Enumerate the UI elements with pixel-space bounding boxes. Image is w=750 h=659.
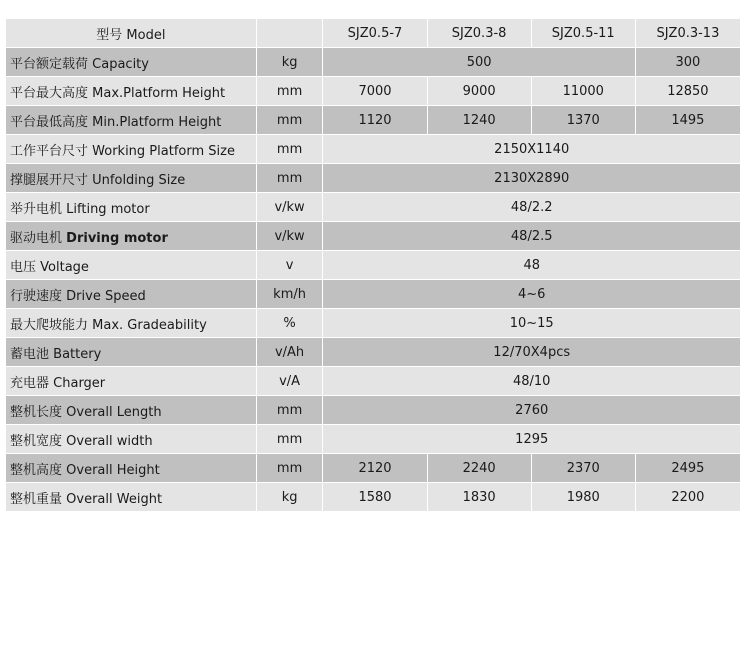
spec-row <box>6 367 740 395</box>
spec-row <box>6 106 740 134</box>
spec-name <box>6 309 257 337</box>
spec-name-cn: 驱动电机 <box>10 230 63 246</box>
spec-name <box>6 135 257 163</box>
spec-name-cn: 平台额定载荷 <box>10 56 89 72</box>
spec-name-en: Max.Platform Height <box>92 85 226 101</box>
spec-name <box>6 454 257 482</box>
spec-table-body <box>6 19 740 511</box>
spec-name-en: Battery <box>53 346 102 362</box>
spec-value: 10~15 <box>323 309 740 337</box>
spec-row <box>6 425 740 453</box>
spec-name-en: Lifting motor <box>66 201 150 217</box>
spec-value: 1980 <box>532 483 636 511</box>
spec-value: 1830 <box>428 483 532 511</box>
spec-name-en: Capacity <box>92 56 149 72</box>
spec-name <box>6 425 257 453</box>
spec-value: 2120 <box>323 454 427 482</box>
spec-row <box>6 338 740 366</box>
spec-row <box>6 48 740 76</box>
spec-name-cn: 平台最低高度 <box>10 114 89 130</box>
spec-unit: mm <box>257 164 324 192</box>
spec-value: 2240 <box>428 454 532 482</box>
spec-name <box>6 193 257 221</box>
spec-row <box>6 135 740 163</box>
spec-unit: mm <box>257 396 324 424</box>
spec-row <box>6 483 740 511</box>
spec-name-cn: 整机长度 <box>10 404 63 420</box>
spec-value: 1495 <box>636 106 740 134</box>
spec-unit: mm <box>257 454 324 482</box>
spec-row <box>6 164 740 192</box>
spec-row <box>6 396 740 424</box>
spec-unit: v <box>257 251 324 279</box>
spec-value: 1580 <box>323 483 427 511</box>
spec-row <box>6 454 740 482</box>
spec-name-cn: 平台最大高度 <box>10 85 89 101</box>
header-row <box>6 19 740 47</box>
spec-table <box>6 18 740 512</box>
spec-value: 500 <box>323 48 635 76</box>
spec-value: 2495 <box>636 454 740 482</box>
spec-name <box>6 396 257 424</box>
spec-name <box>6 251 257 279</box>
spec-value: 48/10 <box>323 367 740 395</box>
spec-value: 4~6 <box>323 280 740 308</box>
spec-value: 2200 <box>636 483 740 511</box>
spec-unit: v/Ah <box>257 338 324 366</box>
spec-unit: kg <box>257 483 324 511</box>
spec-name <box>6 106 257 134</box>
spec-name <box>6 367 257 395</box>
spec-row <box>6 222 740 250</box>
header-unit-label <box>257 19 324 47</box>
spec-value: 48/2.2 <box>323 193 740 221</box>
spec-name-cn: 蓄电池 <box>10 346 50 362</box>
spec-unit: % <box>257 309 324 337</box>
spec-row <box>6 309 740 337</box>
spec-row <box>6 193 740 221</box>
header-model-2: SJZ0.3-8 <box>428 19 532 47</box>
spec-name-cn: 整机高度 <box>10 462 63 478</box>
spec-name-cn: 工作平台尺寸 <box>10 143 89 159</box>
spec-value: 1295 <box>323 425 740 453</box>
spec-value: 9000 <box>428 77 532 105</box>
spec-name <box>6 48 257 76</box>
spec-name-en: Charger <box>53 375 106 391</box>
spec-name-cn: 电压 <box>10 259 37 275</box>
spec-unit: mm <box>257 106 324 134</box>
spec-unit: mm <box>257 77 324 105</box>
spec-name-en: Unfolding Size <box>92 172 186 188</box>
spec-value: 2150X1140 <box>323 135 740 163</box>
spec-value: 7000 <box>323 77 427 105</box>
header-model-1: SJZ0.5-7 <box>323 19 427 47</box>
spec-name-cn: 整机重量 <box>10 491 63 507</box>
spec-row <box>6 77 740 105</box>
spec-name-en: Overall Length <box>66 404 162 420</box>
spec-name <box>6 222 257 250</box>
spec-name <box>6 164 257 192</box>
spec-name-cn: 整机宽度 <box>10 433 63 449</box>
spec-value: 12/70X4pcs <box>323 338 740 366</box>
spec-value: 11000 <box>532 77 636 105</box>
spec-name-cn: 行驶速度 <box>10 288 63 304</box>
header-model-3: SJZ0.5-11 <box>532 19 636 47</box>
spec-name-cn: 最大爬坡能力 <box>10 317 89 333</box>
spec-value: 2370 <box>532 454 636 482</box>
spec-name-en: Voltage <box>40 259 89 275</box>
spec-row <box>6 251 740 279</box>
spec-row <box>6 280 740 308</box>
spec-name-en: Overall width <box>66 433 153 449</box>
spec-name <box>6 338 257 366</box>
spec-name-cn: 撑腿展开尺寸 <box>10 172 89 188</box>
spec-value: 48 <box>323 251 740 279</box>
spec-unit: km/h <box>257 280 324 308</box>
spec-name-en: Driving motor <box>66 230 168 246</box>
spec-value: 2760 <box>323 396 740 424</box>
spec-value: 1240 <box>428 106 532 134</box>
spec-name-en: Working Platform Size <box>92 143 235 159</box>
spec-value: 12850 <box>636 77 740 105</box>
spec-unit: mm <box>257 425 324 453</box>
spec-unit: v/kw <box>257 222 324 250</box>
spec-unit: v/A <box>257 367 324 395</box>
header-model-label: 型号 Model <box>6 19 257 47</box>
spec-name <box>6 77 257 105</box>
header-model-4: SJZ0.3-13 <box>636 19 740 47</box>
spec-name-en: Drive Speed <box>66 288 146 304</box>
spec-value: 1370 <box>532 106 636 134</box>
spec-value: 48/2.5 <box>323 222 740 250</box>
spec-name-en: Max. Gradeability <box>92 317 207 333</box>
spec-name-en: Min.Platform Height <box>92 114 222 130</box>
spec-unit: v/kw <box>257 193 324 221</box>
spec-unit: mm <box>257 135 324 163</box>
spec-name-cn: 充电器 <box>10 375 50 391</box>
spec-value: 2130X2890 <box>323 164 740 192</box>
spec-name <box>6 483 257 511</box>
spec-name-en: Overall Weight <box>66 491 163 507</box>
spec-name <box>6 280 257 308</box>
spec-name-cn: 举升电机 <box>10 201 63 217</box>
spec-value: 300 <box>636 48 740 76</box>
spec-name-en: Overall Height <box>66 462 160 478</box>
spec-unit: kg <box>257 48 324 76</box>
spec-value: 1120 <box>323 106 427 134</box>
